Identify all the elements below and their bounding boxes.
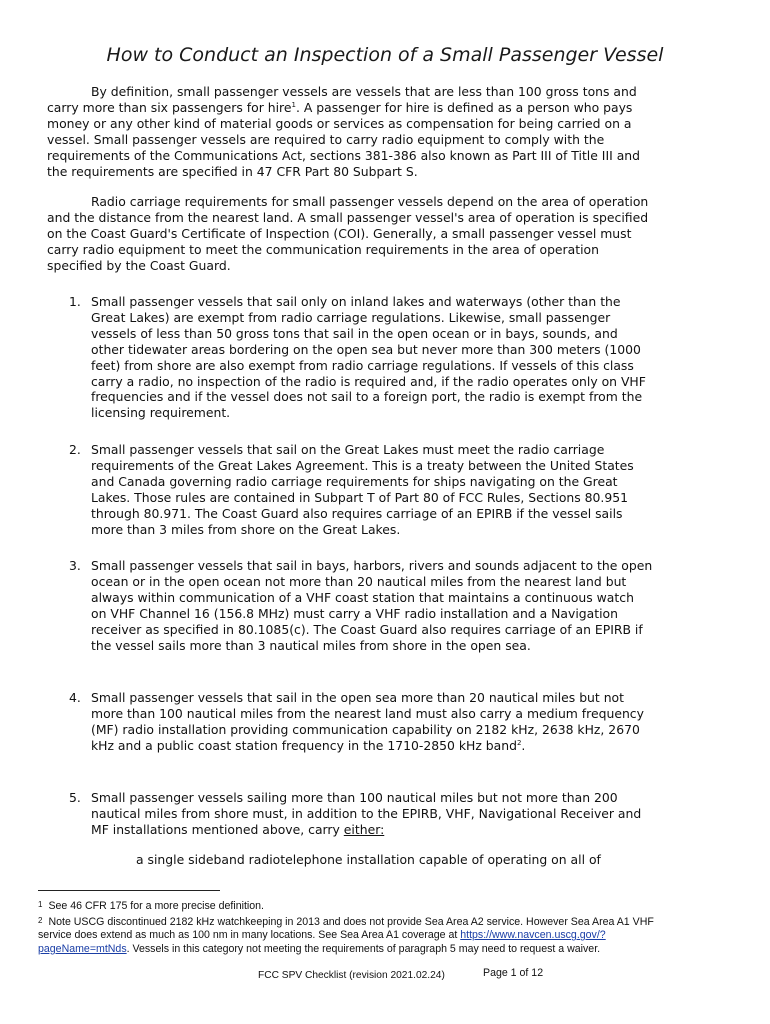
list-item	[47, 790, 653, 838]
page-title: How to Conduct an Inspection of a Small Passenger Vessel	[106, 44, 664, 66]
footnote-marker: 1	[38, 900, 43, 909]
footnote-2	[38, 914, 664, 957]
list-item	[47, 690, 653, 754]
continuation-text: a single sideband radiotelephone installation capable of operating on all of	[136, 852, 601, 867]
footnote-1	[38, 898, 664, 914]
footnote-ref-2[interactable]: 2	[516, 738, 522, 747]
list-item-text: Small passenger vessels that sail in bays, harbors, rivers and sounds adjacent to the open ocean or in the open ocean not more than 20 nautical miles from the nearest land but always within communication of a VHF coast station that maintains a continuous watch on VHF Channel 16 (156.8 MHz) must carry a VHF radio installation and a Navigation receiver as specified in 80.1085(c). The Coast Guard also requires carriage of an EPIRB if the vessel sails more than 3 nautical miles from shore in the open sea.	[91, 558, 653, 653]
footer-revision: FCC SPV Checklist (revision 2021.02.24)	[258, 970, 445, 981]
list-item-number: 3.	[69, 558, 81, 573]
list-item-number: 1.	[69, 294, 81, 309]
list-item-text-wrapper	[91, 790, 653, 838]
list-item-text: Small passenger vessels that sail in the open sea more than 20 nautical miles but not more than 100 nautical miles from the nearest land must also carry a medium frequency (MF) radio installation providing communication capability on 2182 kHz, 2638 kHz, 2670 kHz and a public coast station frequency in the 1710-2850 kHz band	[91, 690, 644, 753]
footnote-divider	[38, 890, 220, 891]
list-item	[47, 558, 653, 653]
list-item	[47, 294, 653, 421]
footnote-ref-1[interactable]: 1	[291, 100, 296, 109]
list-item	[47, 442, 653, 537]
intro-text-continued: . A passenger for hire is defined as a person who pays money or any other kind of material goods or services as compensation for being carried on a vessel. Small passenger vessels are required to carry radio equipment to comply with the requirements of the Communications Act, sections 381-386 also known as Part III of Title III and the requirements are specified in 47 CFR Part 80 Subpart S.	[47, 99, 641, 179]
list-item-text-wrapper	[91, 690, 653, 754]
list-item-number: 4.	[69, 690, 81, 705]
list-item-text-end: .	[521, 737, 526, 753]
footnote-marker: 2	[38, 915, 43, 925]
footnote-text-end: . Vessels in this category not meeting the requirements of paragraph 5 may need to request a waiver.	[126, 942, 601, 955]
list-item-text: Small passenger vessels that sail only on inland lakes and waterways (other than the Great Lakes) are exempt from radio carriage regulations. Likewise, small passenger vessels of less than 50 gross tons that sail in the open ocean or in bays, sounds, and other tidewater areas bordering on the open sea but never more than 300 meters (1000 feet) from shore are also exempt from radio carriage regulations. If vessels of this class carry a radio, no inspection of the radio is required and, if the radio operates only on VHF frequencies and if the vessel does not sail to a foreign port, the radio is exempt from the licensing requirement.	[91, 294, 646, 421]
footer-page-number: Page 1 of 12	[483, 967, 544, 979]
intro-paragraph	[47, 84, 653, 179]
footnote-text: See 46 CFR 175 for a more precise definition.	[48, 900, 264, 912]
underlined-either: either:	[343, 821, 385, 837]
footnotes	[38, 898, 664, 956]
intro-text: By definition, small passenger vessels are vessels that are less than 100 gross tons and carry more than six passengers for hire	[47, 84, 637, 115]
navcen-link[interactable]: https://www.navcen.uscg.gov/?pageName=mtNds	[38, 929, 606, 955]
list-item-number: 2.	[69, 442, 81, 457]
footnote-text: Note USCG discontinued 2182 kHz watchkeeping in 2013 and does not provide Sea Area A2 service. However Sea Area A1 VHF service does extend as much as 100 nm in many locations. See Sea Area A1 coverage at	[38, 915, 654, 942]
radio-carriage-paragraph: Radio carriage requirements for small passenger vessels depend on the area of operation and the distance from the nearest land. A small passenger vessel's area of operation is specified on the Coast Guard's Certificate of Inspection (COI). Generally, a small passenger vessel must carry radio equipment to meet the communication requirements in the area of operation specified by the Coast Guard.	[47, 194, 649, 273]
list-item-text: Small passenger vessels sailing more than 100 nautical miles but not more than 200 nautical miles from shore must, in addition to the EPIRB, VHF, Navigational Receiver and MF installations mentioned above, carry	[91, 790, 642, 837]
list-item-number: 5.	[69, 790, 81, 805]
list-item-text: Small passenger vessels that sail on the Great Lakes must meet the radio carriage requirements of the Great Lakes Agreement. This is a treaty between the United States and Canada governing radio carriage requirements for ships navigating on the Great Lakes. Those rules are contained in Subpart T of Part 80 of FCC Rules, Sections 80.951 through 80.971. The Coast Guard also requires carriage of an EPIRB if the vessel sails more than 3 miles from shore on the Great Lakes.	[91, 442, 634, 537]
